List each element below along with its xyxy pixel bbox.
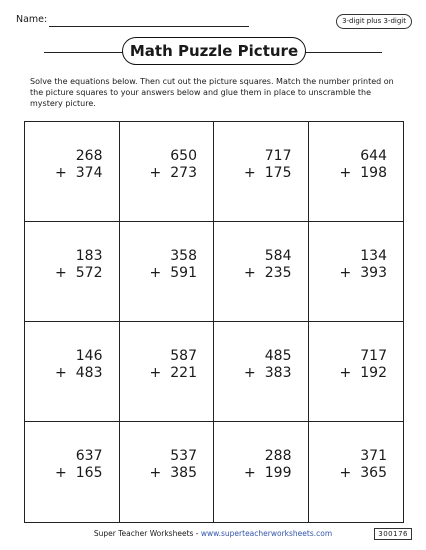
addition-problem	[340, 448, 387, 482]
top-number: 485	[264, 348, 292, 364]
plus-sign: +	[55, 265, 67, 281]
bottom-number: 385	[170, 465, 197, 481]
addition-problem	[55, 148, 102, 182]
plus-sign: +	[55, 365, 67, 381]
addition-problem	[340, 148, 387, 182]
top-number: 587	[170, 348, 197, 364]
addition-problem	[340, 248, 387, 282]
problem-cell	[25, 122, 120, 222]
top-number: 644	[360, 148, 387, 164]
level-badge: 3-digit plus 3-digit	[336, 14, 412, 29]
addition-problem	[244, 348, 291, 382]
top-number: 268	[75, 148, 103, 164]
bottom-number: 175	[264, 165, 292, 181]
addition-problem	[244, 148, 291, 182]
top-number: 183	[75, 248, 103, 264]
problem-cell	[120, 122, 215, 222]
problem-cell	[214, 222, 309, 322]
problem-cell	[214, 422, 309, 522]
name-line	[49, 26, 249, 27]
plus-sign: +	[339, 465, 352, 481]
bottom-number: 199	[264, 465, 292, 481]
problem-cell	[25, 322, 120, 422]
plus-sign: +	[339, 265, 352, 281]
problem-cell	[309, 322, 404, 422]
top-number: 637	[75, 448, 103, 464]
problem-cell	[309, 122, 404, 222]
addition-problem	[55, 448, 102, 482]
plus-sign: +	[55, 465, 67, 481]
top-number: 288	[264, 448, 292, 464]
top-number: 146	[75, 348, 103, 364]
addition-problem	[340, 348, 387, 382]
plus-sign: +	[149, 265, 162, 281]
footer	[0, 529, 426, 538]
addition-problem	[150, 148, 197, 182]
addition-problem	[244, 448, 291, 482]
bottom-number: 483	[75, 365, 103, 381]
addition-problem	[55, 348, 102, 382]
bottom-number: 383	[264, 365, 292, 381]
addition-problem	[150, 348, 197, 382]
bottom-number: 192	[360, 365, 387, 381]
bottom-number: 221	[170, 365, 197, 381]
addition-problem	[244, 248, 291, 282]
page-title: Math Puzzle Picture	[122, 37, 306, 65]
problem-grid	[24, 121, 404, 523]
bottom-number: 374	[75, 165, 103, 181]
problem-cell	[120, 222, 215, 322]
bottom-number: 365	[360, 465, 387, 481]
problem-cell	[120, 322, 215, 422]
top-number: 358	[170, 248, 197, 264]
plus-sign: +	[339, 365, 352, 381]
top-number: 717	[360, 348, 387, 364]
bottom-number: 393	[360, 265, 387, 281]
footer-separator: -	[193, 529, 201, 538]
plus-sign: +	[244, 165, 256, 181]
bottom-number: 273	[170, 165, 197, 181]
bottom-number: 165	[75, 465, 103, 481]
problem-cell	[214, 322, 309, 422]
problem-cell	[309, 222, 404, 322]
bottom-number: 235	[264, 265, 292, 281]
top-number: 134	[360, 248, 387, 264]
name-label: Name:	[16, 14, 48, 25]
problem-cell	[214, 122, 309, 222]
plus-sign: +	[149, 465, 162, 481]
bottom-number: 572	[75, 265, 103, 281]
top-number: 537	[170, 448, 197, 464]
plus-sign: +	[339, 165, 352, 181]
addition-problem	[55, 248, 102, 282]
bottom-number: 198	[360, 165, 387, 181]
problem-cell	[120, 422, 215, 522]
top-number: 584	[264, 248, 292, 264]
problem-cell	[309, 422, 404, 522]
plus-sign: +	[244, 265, 256, 281]
instructions: Solve the equations below. Then cut out the picture squares. Match the number printed on the picture squares to your answers below and glue them in place to unscramble the mystery picture.	[30, 77, 394, 108]
plus-sign: +	[244, 365, 256, 381]
footer-brand: Super Teacher Worksheets	[93, 529, 194, 538]
top-number: 717	[264, 148, 292, 164]
top-number: 650	[170, 148, 197, 164]
addition-problem	[150, 448, 197, 482]
problem-cell	[25, 222, 120, 322]
plus-sign: +	[149, 165, 162, 181]
top-number: 371	[360, 448, 387, 464]
problem-cell	[25, 422, 120, 522]
plus-sign: +	[149, 365, 162, 381]
footer-url-link[interactable]: www.superteacherworksheets.com	[200, 529, 333, 538]
plus-sign: +	[55, 165, 67, 181]
addition-problem	[150, 248, 197, 282]
bottom-number: 591	[170, 265, 197, 281]
worksheet-code: 300176	[374, 528, 412, 540]
plus-sign: +	[244, 465, 256, 481]
